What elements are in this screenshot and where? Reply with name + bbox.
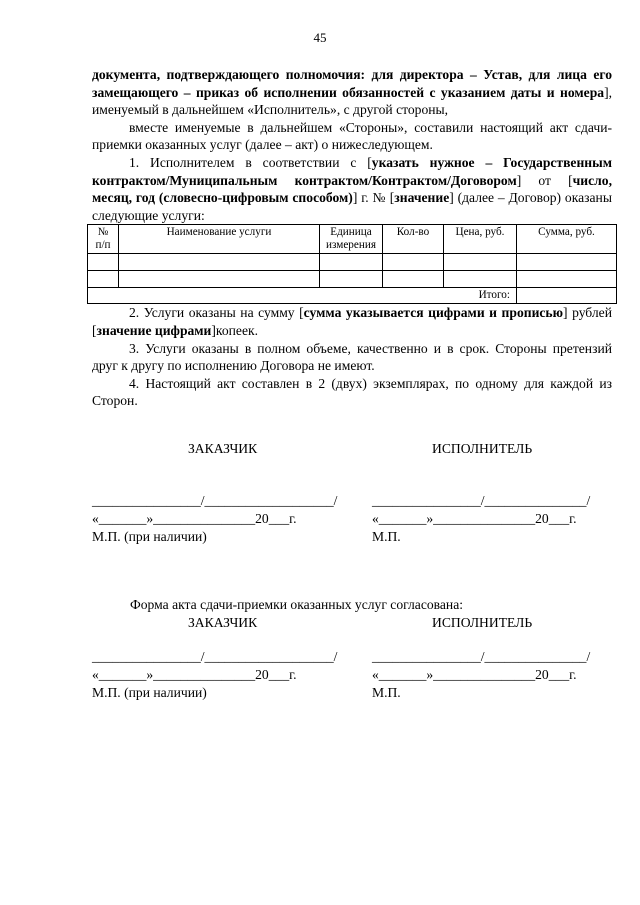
clause-1-text: ] г. № [	[352, 190, 395, 206]
table-cell	[88, 254, 119, 271]
total-value	[517, 288, 617, 304]
header-cell-service: Наименование услуги	[119, 225, 320, 254]
header-cell-qty: Кол-во	[383, 225, 444, 254]
contractor-date-line: «_______»_______________20___г.	[372, 511, 577, 526]
contractor-date-line: «_______»_______________20___г.	[372, 667, 577, 682]
table-cell	[517, 271, 617, 288]
amount-digits-placeholder: значение цифрами	[96, 322, 212, 338]
amount-words-placeholder: сумма указывается цифрами и прописью	[303, 305, 564, 321]
table-header-row	[88, 225, 617, 254]
table-cell	[320, 271, 383, 288]
clause-2-suffix: ]копеек.	[211, 322, 258, 338]
table-cell	[517, 254, 617, 271]
page-number: 45	[313, 30, 327, 45]
clause-4: 4. Настоящий акт составлен в 2 (двух) экземплярах, по одному для каждой из Сторон.	[92, 375, 612, 409]
contract-type-placeholder: указать нужное – Государственным контрактом/Муниципальным контрактом/Контрактом/Договором	[92, 154, 613, 188]
clause-3: 3. Услуги оказаны в полном объеме, качественно и в срок. Стороны претензий друг к другу по исполнению Договора не имеют.	[92, 340, 612, 374]
intro-paragraph	[92, 66, 612, 119]
table-cell	[383, 254, 444, 271]
form-agreed-text: Форма акта сдачи-приемки оказанных услуг согласована:	[130, 597, 464, 612]
contractor-heading: ИСПОЛНИТЕЛЬ	[432, 615, 533, 630]
clause-2	[92, 304, 612, 339]
clause-2-prefix: 2. Услуги оказаны на сумму [	[129, 305, 304, 321]
header-cell-number: № п/п	[88, 225, 119, 254]
table-cell	[119, 254, 320, 271]
header-cell-unit: Единица измерения	[320, 225, 383, 254]
clause-1-suffix: ] (далее – Договор) оказаны следующие услуги:	[92, 190, 612, 223]
clause-1-prefix: 1. Исполнителем в соответствии с [	[129, 154, 372, 170]
table-cell	[119, 271, 320, 288]
customer-seal-note: М.П. (при наличии)	[92, 529, 207, 544]
authority-document-placeholder: документа, подтверждающего полномочия: для директора – Устав, для лица его замещающего – приказ об исполнении обязанностей с указанием даты и номера	[92, 67, 612, 100]
contractor-seal-note: М.П.	[372, 529, 401, 544]
customer-signature-line: ________________/___________________/	[92, 649, 338, 664]
total-label: Итого:	[88, 288, 517, 304]
table-row	[88, 254, 617, 271]
table-row	[88, 271, 617, 288]
customer-heading: ЗАКАЗЧИК	[188, 441, 258, 456]
table-cell	[88, 271, 119, 288]
customer-signature-line: ________________/___________________/	[92, 493, 338, 508]
customer-heading: ЗАКАЗЧИК	[188, 615, 258, 630]
contractor-seal-note: М.П.	[372, 685, 401, 700]
clause-1-text: ] от [	[516, 172, 573, 188]
parties-paragraph: вместе именуемые в дальнейшем «Стороны», составили настоящий акт сдачи-приемки оказанных услуг (далее – акт) о нижеследующем.	[92, 119, 612, 153]
customer-seal-note: М.П. (при наличии)	[92, 685, 207, 700]
document-body	[92, 66, 612, 410]
contract-number-placeholder: значение	[394, 190, 450, 206]
table-cell	[320, 254, 383, 271]
header-cell-price: Цена, руб.	[444, 225, 517, 254]
customer-date-line: «_______»_______________20___г.	[92, 667, 297, 682]
table-cell	[383, 271, 444, 288]
clause-1	[92, 154, 612, 224]
table-cell	[444, 271, 517, 288]
clause-2-text: ] рублей [	[92, 305, 612, 338]
table-total-row	[88, 288, 617, 304]
contractor-signature-line: ________________/_______________/	[372, 649, 591, 664]
header-cell-sum: Сумма, руб.	[517, 225, 617, 254]
customer-date-line: «_______»_______________20___г.	[92, 511, 297, 526]
contract-date-placeholder: число, месяц, год (словесно-цифровым способом)	[92, 172, 612, 206]
contractor-heading: ИСПОЛНИТЕЛЬ	[432, 441, 533, 456]
intro-text: ], именуемый в дальнейшем «Исполнитель», с другой стороны,	[92, 84, 612, 118]
contractor-signature-line: ________________/_______________/	[372, 493, 591, 508]
table-cell	[444, 254, 517, 271]
services-table	[87, 224, 617, 304]
